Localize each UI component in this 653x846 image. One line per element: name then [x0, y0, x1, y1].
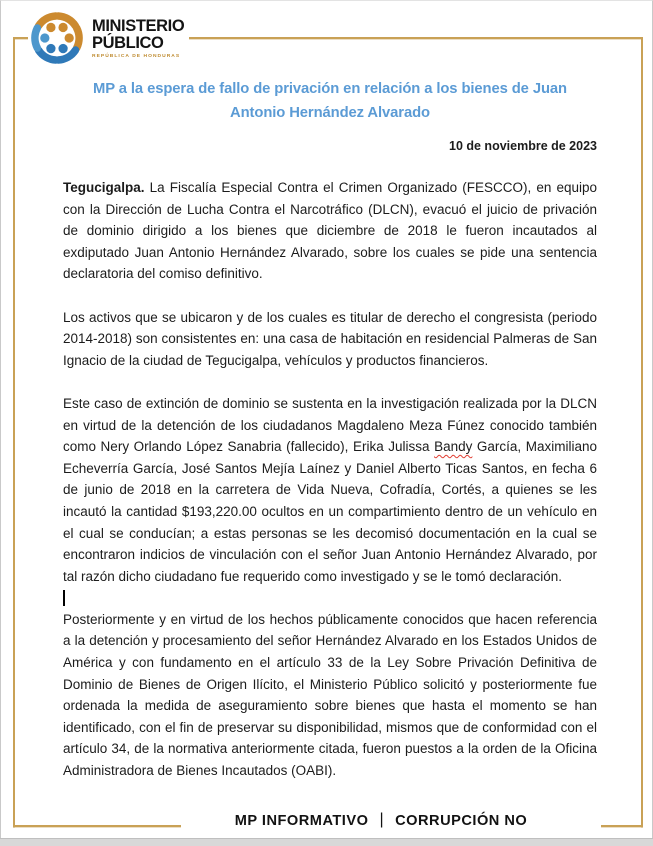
paragraph-1-text: La Fiscalía Especial Contra el Crimen Organizado (FESCCO), en equipo con la Dirección de Lucha Contra el Narcotráfico (DLCN), evacuó el juicio de privación de dominio dirigido a los bienes que diciembre de 2018 le fueron incautados al exdiputado Juan Antonio Hernández Alvarado, sobre los cuales se pide una sentencia declaratoria del comiso definitivo. [63, 180, 597, 282]
dateline-lead: Tegucigalpa. [63, 180, 145, 195]
blank-line-with-cursor [63, 587, 597, 609]
frame-right-line [641, 37, 643, 827]
paragraph-2[interactable] [63, 307, 597, 372]
org-name-line2: PÚBLICO [92, 33, 164, 52]
paragraph-3[interactable] [63, 393, 597, 587]
footer-separator: | [379, 811, 385, 828]
org-tagline: REPÚBLICA DE HONDURAS [92, 53, 181, 59]
text-cursor [63, 590, 65, 606]
footer-left-text: MP INFORMATIVO [234, 813, 369, 829]
paragraph-2-text: Los activos que se ubicaron y de los cuales es titular de derecho el congresista (periodo 2014-2018) son consistentes en: una casa de habitación en residencial Palmeras de San Ignacio de la ciudad de Tegucigalpa, vehículos y productos financieros. [63, 309, 597, 368]
paragraph-3-text-before: Este caso de extinción de dominio se sustenta en la investigación realizada por la DLCN en virtud de la detención de los ciudadanos Magdaleno Meza Fúnez conocido también como Nery Orlando López Sanabria (fallecido), Erika Julissa [63, 395, 597, 455]
paragraph-3-text-after: García, Maximiliano Echeverría García, José Santos Mejía Laínez y Daniel Alberto Ticas Santos, en fecha 6 de junio de 2018 en la carretera de Vida Nueva, Cofradía, Cortés, a quienes se les incautó la cantidad $193,220.00 ocultos en un compartimiento dentro de un vehículo en el cual se conducían; a estas personas se les decomisó documentación en la cual se encontraron indicios de vinculación con el señor Juan Antonio Hernández Alvarado, por tal razón dicho ciudadano fue requerido como investigado y se le tomó declaración. [63, 439, 597, 584]
footer-right-text: CORRUPCIÓN NO [395, 813, 528, 829]
paragraph-1[interactable] [63, 177, 597, 285]
frame-bottom-left-line [13, 825, 181, 827]
blank-line [63, 285, 597, 307]
footer-banner [186, 812, 576, 830]
org-name-block [92, 18, 184, 59]
date-line: 10 de noviembre de 2023 [449, 139, 597, 153]
blank-line [63, 371, 597, 393]
ministerio-publico-logo [28, 5, 189, 71]
page-title: MP a la espera de fallo de privación en relación a los bienes de Juan Antonio Hernández Alvarado [93, 81, 567, 121]
misspelled-word[interactable]: Bandy [434, 439, 473, 455]
people-circle-icon [28, 9, 86, 67]
paragraph-4[interactable] [63, 609, 597, 782]
page-edge [0, 838, 653, 846]
frame-bottom-right-line [601, 825, 643, 827]
paragraph-4-text: Posteriormente y en virtud de los hechos públicamente conocidos que hacen referencia a la detención y procesamiento del señor Hernández Alvarado en los Estados Unidos de América y con fundamento en el artículo 33 de la Ley Sobre Privación Definitiva de Dominio de Bienes de Origen Ilícito, el Ministerio Público solicitó y posteriormente fue ordenada la medida de aseguramiento sobre bienes que hasta el momento se han identificado, con el fin de preservar su disponibilidad, mismos que de conformidad con el artículo 34, de la normativa anteriormente citada, fueron puestos a la orden de la Oficina Administradora de Bienes Incautados (OABI). [63, 611, 597, 779]
org-name-line1: MINISTERIO [92, 16, 185, 35]
frame-left-line [13, 37, 15, 827]
document-content [63, 77, 597, 782]
document-body[interactable] [63, 177, 597, 782]
